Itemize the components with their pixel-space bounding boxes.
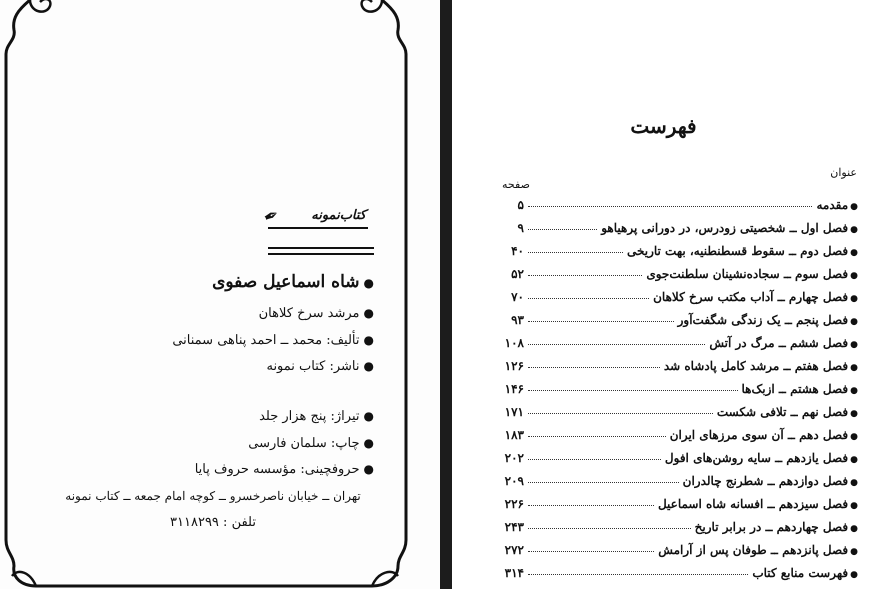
dot-leader xyxy=(528,275,642,276)
logo-text: کتاب‌نمونه xyxy=(311,208,366,223)
bullet-icon: ● xyxy=(850,248,858,258)
printing-text: چاپ: سلمان فارسی xyxy=(248,436,360,451)
dot-leader xyxy=(528,252,623,253)
dot-leader xyxy=(528,528,691,529)
toc-entry-title: فصل پانزدهم ــ طوفان پس از آرامش xyxy=(658,543,849,557)
dot-leader xyxy=(528,505,654,506)
toc-entry-title: فصل هشتم ــ ازبک‌ها xyxy=(741,382,849,396)
bullet-icon: ● xyxy=(850,202,858,212)
bullet-icon: ● xyxy=(850,478,858,488)
toc-entry xyxy=(502,562,858,580)
bullet-icon: ● xyxy=(363,409,374,423)
toc-entry xyxy=(502,263,858,281)
dot-leader xyxy=(528,206,812,207)
dot-leader xyxy=(528,321,674,322)
toc-entry-title: فصل هفتم ــ مرشد کامل پادشاه شد xyxy=(663,359,849,373)
toc-entry xyxy=(502,332,858,350)
toc-entry-page: ۷۰ xyxy=(511,290,524,304)
dot-leader xyxy=(528,413,713,414)
toc-entry xyxy=(502,447,858,465)
dot-leader xyxy=(528,344,705,345)
divider-line xyxy=(268,253,374,255)
book-title-text: شاه اسماعیل صفوی xyxy=(212,272,360,292)
bullet-icon: ● xyxy=(850,501,858,511)
toc-entry xyxy=(502,355,858,373)
toc-entry xyxy=(502,240,858,258)
bullet-icon: ● xyxy=(850,340,858,350)
toc-entry-page: ۹ xyxy=(517,221,524,235)
toc-entry xyxy=(502,378,858,396)
column-title-label: عنوان xyxy=(830,166,857,179)
toc-entry-title: فصل پنجم ــ یک زندگی شگفت‌آور xyxy=(677,313,849,327)
printing-line xyxy=(248,436,374,451)
publisher-line xyxy=(266,359,374,374)
toc-entry-page: ۱۴۶ xyxy=(504,382,524,396)
toc-entry xyxy=(502,470,858,488)
bullet-icon: ● xyxy=(850,225,858,235)
toc-entry-title: فصل دوازدهم ــ شطرنج چالدران xyxy=(682,474,849,488)
toc-entry-page: ۳۱۴ xyxy=(504,566,524,580)
toc-entry-title: فصل نهم ــ تلافی شکست xyxy=(716,405,849,419)
toc-entry xyxy=(502,286,858,304)
dot-leader xyxy=(528,482,679,483)
bullet-icon: ● xyxy=(363,359,374,373)
toc-entry-page: ۲۰۹ xyxy=(504,474,524,488)
dot-leader xyxy=(528,229,597,230)
bullet-icon: ● xyxy=(850,363,858,373)
toc-entry-title: فصل چهاردهم ــ در برابر تاریخ xyxy=(694,520,849,534)
toc-entry-page: ۵۲ xyxy=(511,267,524,281)
author-text: تألیف: محمد ــ احمد پناهی سمنانی xyxy=(172,333,360,348)
bullet-icon: ● xyxy=(363,333,374,347)
toc-entry xyxy=(502,194,858,212)
bullet-icon: ● xyxy=(363,276,374,290)
bullet-icon: ● xyxy=(850,570,858,580)
publisher-logo xyxy=(262,200,374,240)
book-title xyxy=(212,272,374,292)
bullet-icon: ● xyxy=(850,432,858,442)
toc-entry-page: ۲۷۲ xyxy=(504,543,524,557)
bullet-icon: ● xyxy=(363,436,374,450)
toc-entry-title: فصل اول ــ شخصیتی زودرس، در دورانی پرهیاهو xyxy=(601,221,849,235)
publisher-text: ناشر: کتاب نمونه xyxy=(266,359,360,374)
toc-entry xyxy=(502,217,858,235)
toc-heading: فهرست xyxy=(630,114,697,138)
dot-leader xyxy=(528,390,738,391)
dot-leader xyxy=(528,551,654,552)
bullet-icon: ● xyxy=(850,317,858,327)
bullet-icon: ● xyxy=(850,294,858,304)
logo-underline xyxy=(268,227,368,229)
typesetting-text: حروفچینی: مؤسسه حروف پایا xyxy=(194,462,360,477)
toc-entry xyxy=(502,424,858,442)
bullet-icon: ● xyxy=(850,547,858,557)
dot-leader xyxy=(528,436,666,437)
phone-line: تلفن : ۳۱۱۸۲۹۹ xyxy=(170,515,256,530)
logo-mark-icon: ✒ xyxy=(260,203,283,230)
dot-leader xyxy=(528,367,660,368)
toc-entry-page: ۲۲۶ xyxy=(504,497,524,511)
dot-leader xyxy=(528,459,661,460)
toc-entry-page: ۱۲۶ xyxy=(504,359,524,373)
bullet-icon: ● xyxy=(850,455,858,465)
bullet-icon: ● xyxy=(363,306,374,320)
bullet-icon: ● xyxy=(850,386,858,396)
toc-entry-page: ۴۰ xyxy=(511,244,524,258)
toc-entry xyxy=(502,516,858,534)
toc-entry-title: فصل چهارم ــ آداب مکتب سرخ کلاهان xyxy=(653,290,849,304)
toc-entry-page: ۹۳ xyxy=(511,313,524,327)
bullet-icon: ● xyxy=(850,524,858,534)
toc-entry-title: فصل سیزدهم ــ افسانه شاه اسماعیل xyxy=(657,497,849,511)
book-spine xyxy=(440,0,452,589)
toc-entry-title: فصل دوم ــ سقوط قسطنطنیه، بهت تاریخی xyxy=(626,244,849,258)
bullet-icon: ● xyxy=(850,271,858,281)
toc-entry xyxy=(502,539,858,557)
toc-entry xyxy=(502,309,858,327)
bullet-icon: ● xyxy=(363,462,374,476)
print-run-line xyxy=(259,409,374,424)
right-page xyxy=(452,0,875,589)
toc-entry-page: ۲۴۳ xyxy=(504,520,524,534)
toc-entry xyxy=(502,493,858,511)
toc-entry-page: ۲۰۲ xyxy=(504,451,524,465)
toc-entry-title: فصل یازدهم ــ سایه روشن‌های افول xyxy=(664,451,849,465)
toc-entry-title: فصل ششم ــ مرگ در آتش xyxy=(709,336,849,350)
column-page-label: صفحه xyxy=(502,178,530,191)
subtitle xyxy=(259,306,374,321)
bullet-icon: ● xyxy=(850,409,858,419)
address-line: تهران ــ خیابان ناصرخسرو ــ کوچه امام جمعه ــ کتاب نمونه xyxy=(65,489,361,503)
typesetting-line xyxy=(195,462,374,477)
author-line xyxy=(172,333,374,348)
toc-entry-title: فصل سوم ــ سجاده‌نشینان سلطنت‌جوی xyxy=(646,267,849,281)
dot-leader xyxy=(528,574,748,575)
toc-entry-title: مقدمه xyxy=(816,198,849,212)
dot-leader xyxy=(528,298,649,299)
toc-entry-page: ۵ xyxy=(517,198,524,212)
subtitle-text: مرشد سرخ کلاهان xyxy=(258,306,360,321)
toc-entry xyxy=(502,401,858,419)
toc-entry-title: فهرست منابع کتاب xyxy=(752,566,849,580)
toc-entry-title: فصل دهم ــ آن سوی مرزهای ایران xyxy=(669,428,849,442)
print-run-text: تیراژ: پنج هزار جلد xyxy=(259,409,360,424)
toc-entry-page: ۱۷۱ xyxy=(504,405,524,419)
toc-entry-page: ۱۸۳ xyxy=(504,428,524,442)
toc-entry-page: ۱۰۸ xyxy=(504,336,524,350)
divider-line xyxy=(268,247,374,249)
